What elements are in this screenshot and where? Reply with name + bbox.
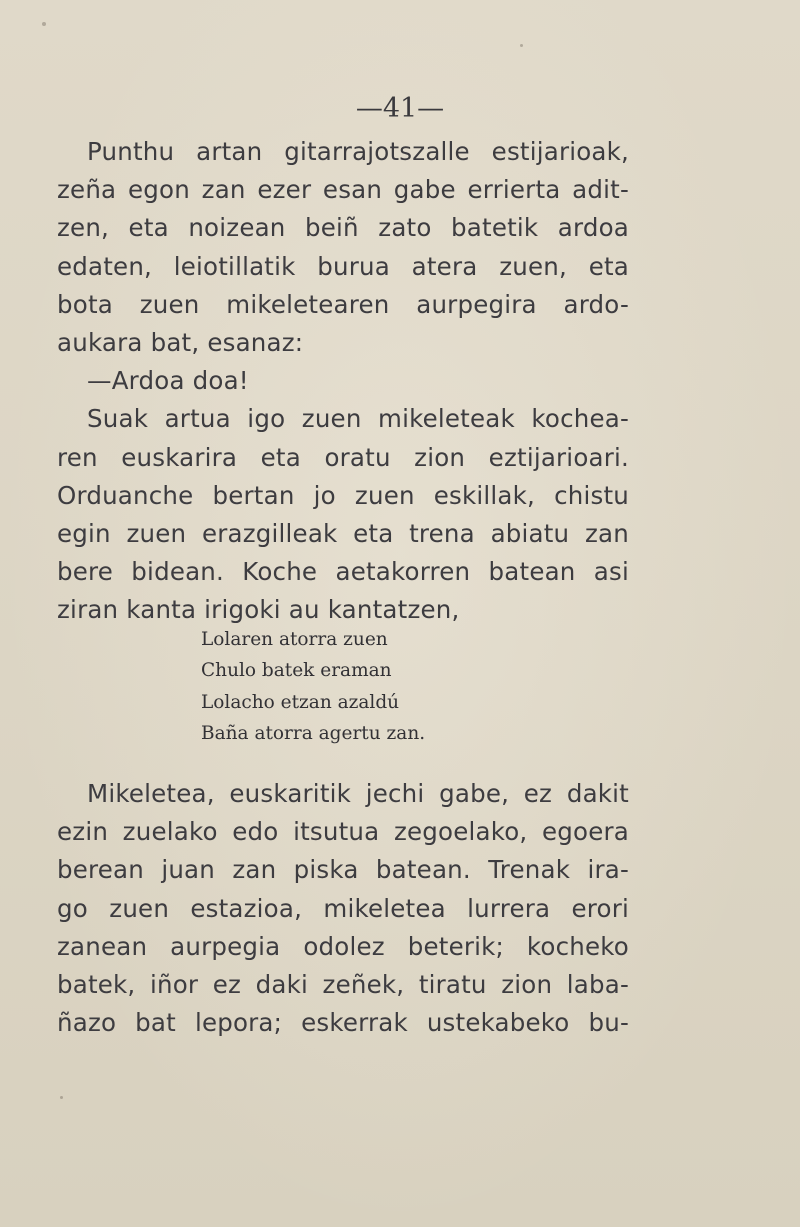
verse-line: Lolacho etzan azaldú	[201, 691, 400, 713]
paragraph-1-line: Punthu artan gitarrajotszalle estijarioak,	[87, 137, 629, 166]
verse-line: Baña atorra agertu zan.	[201, 722, 426, 744]
verse-line: Lolaren atorra zuen	[201, 629, 388, 650]
paragraph-2-line: ren euskarira eta oratu zion eztijarioari.	[57, 442, 629, 472]
paragraph-3-line: batek, iñor ez daki zeñek, tiratu zion laba-	[57, 969, 629, 999]
paragraph-3-line: berean juan zan piska batean. Trenak ira-	[57, 855, 629, 885]
page-number: —41—	[355, 93, 445, 124]
paragraph-2-line: bere bidean. Koche aetakorren batean asi	[57, 557, 629, 587]
paragraph-3-line: zanean aurpegia odolez beterik; kocheko	[57, 931, 629, 961]
paragraph-3-line: Mikeletea, euskaritik jechi gabe, ez dakit	[87, 779, 629, 808]
paper-speck	[60, 1096, 63, 1099]
paper-speck	[42, 22, 46, 26]
paragraph-1-line: zeña egon zan ezer esan gabe errierta adit-	[57, 175, 629, 205]
prose-block-1	[57, 133, 629, 629]
paragraph-1-line: edaten, leiotillatik burua atera zuen, eta	[57, 251, 629, 281]
paragraph-2-line: egin zuen erazgilleak eta trena abiatu zan	[57, 518, 629, 548]
prose-block-2	[57, 775, 629, 1042]
paragraph-3-line: go zuen estazioa, mikeletea lurrera erori	[57, 893, 629, 923]
paragraph-1-line: aukara bat, esanaz:	[57, 327, 304, 357]
dialogue-line: —Ardoa doa!	[87, 366, 249, 396]
paragraph-2-line: Suak artua igo zuen mikeleteak kochea-	[87, 404, 629, 434]
paragraph-1-line: bota zuen mikeletearen aurpegira ardo-	[57, 289, 629, 319]
paper-speck	[520, 44, 523, 47]
paragraph-3-line: ezin zuelako edo itsutua zegoelako, egoera	[57, 817, 629, 847]
paragraph-1-line: zen, eta noizean beiñ zato batetik ardoa	[57, 213, 629, 243]
paragraph-2-line: ziran kanta irigoki au kantatzen,	[57, 595, 460, 625]
verse-line: Chulo batek eraman	[201, 660, 392, 682]
verse-stanza	[201, 624, 425, 749]
paragraph-3-line: ñazo bat lepora; eskerrak ustekabeko bu-	[57, 1008, 629, 1038]
paragraph-2-line: Orduanche bertan jo zuen eskillak, chistu	[57, 480, 629, 510]
